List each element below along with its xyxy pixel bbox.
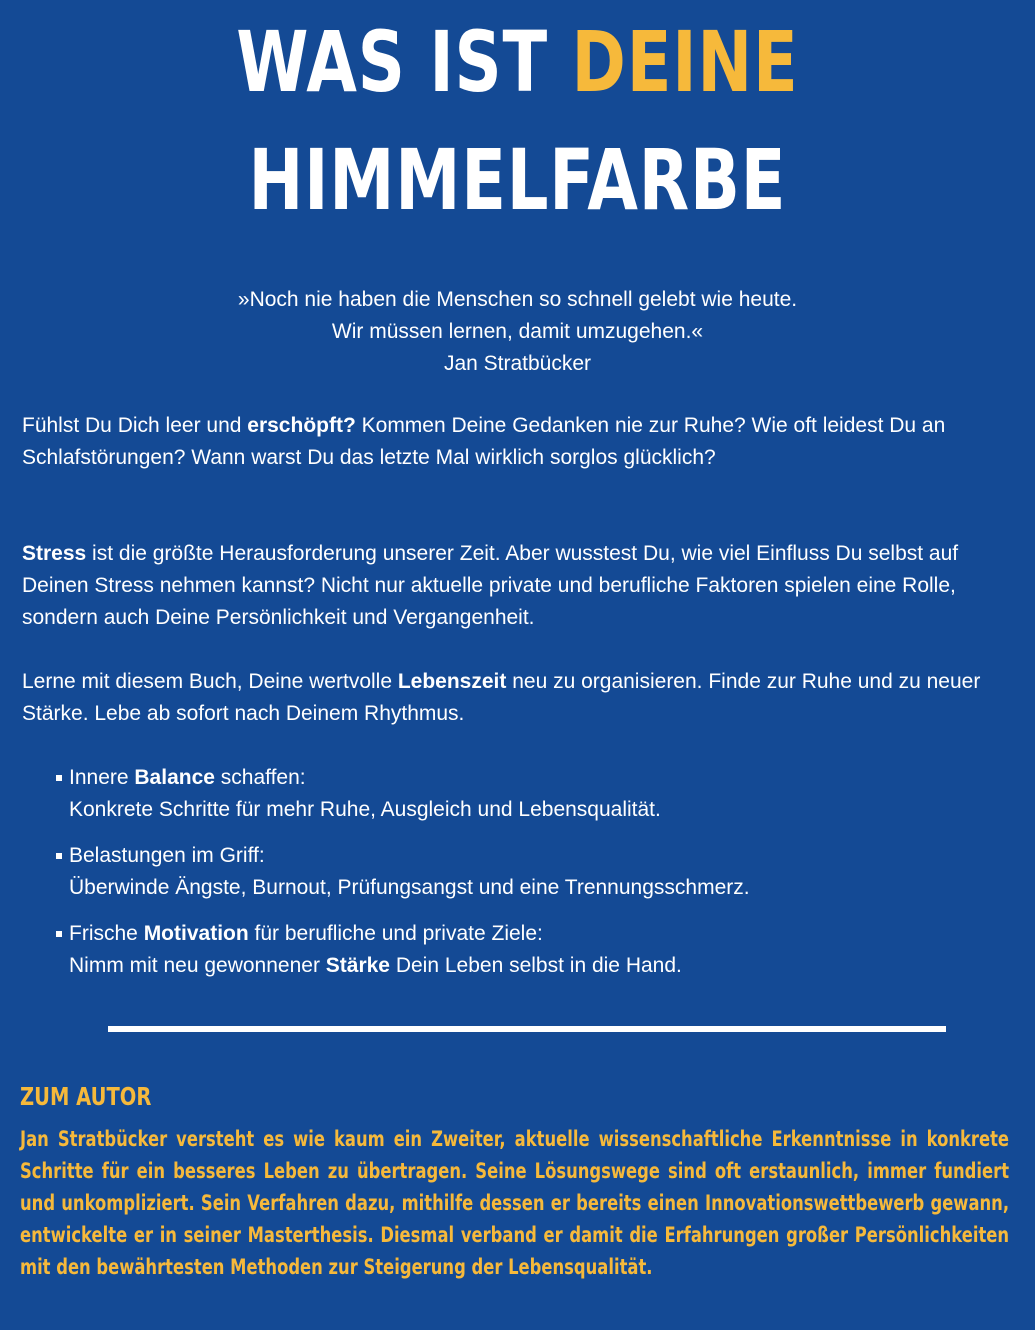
list-item-heading	[69, 840, 1016, 872]
quote-block	[0, 284, 1035, 380]
paragraph-2-bold: Stress	[22, 542, 87, 565]
section-divider	[108, 1026, 946, 1032]
list-item	[56, 762, 1016, 826]
benefit-list	[56, 762, 1016, 996]
paragraph-stress	[22, 538, 1022, 634]
list-item-bold: Balance	[134, 766, 215, 789]
list-item-text: Überwinde Ängste, Burnout, Prüfungsangst und eine Trennungsschmerz.	[69, 876, 750, 899]
list-item	[56, 840, 1016, 904]
list-item-text: Frische	[69, 922, 144, 945]
list-item-text: Nimm mit neu gewonnener	[69, 954, 326, 977]
quote-line-1: »Noch nie haben die Menschen so schnell gelebt wie heute.	[237, 288, 798, 311]
paragraph-lifetime	[22, 666, 1022, 730]
title-line-1	[114, 12, 921, 112]
author-bio: Jan Stratbücker versteht es wie kaum ein Zweiter, aktuelle wissenschaftliche Erkenntnisse in konkrete Schritte für ein besseres Leben zu übertragen. Seine Lösungswege sind oft erstaunlich, immer fundiert und unkompliziert. Sein Verfahren dazu, mithilfe dessen er bereits einen Innovationswettbewerb gewann, entwickelte er in seiner Masterthesis. Diesmal verband er damit die Erfahrungen großer Persönlichkeiten mit den bewährtesten Methoden zur Steigerung der Lebensqualität.	[20, 1127, 1010, 1279]
list-item-detail	[69, 794, 1016, 826]
square-bullet-icon	[56, 853, 62, 859]
list-item-text: Konkrete Schritte für mehr Ruhe, Ausgleich und Lebensqualität.	[69, 798, 661, 821]
list-item-bold: Stärke	[325, 954, 390, 977]
paragraph-3-bold: Lebenszeit	[397, 670, 507, 693]
paragraph-3-text-a: Lerne mit diesem Buch, Deine wertvolle	[22, 670, 398, 693]
list-item-bold: Motivation	[143, 922, 249, 945]
paragraph-exhaustion	[22, 410, 1022, 474]
paragraph-2-text: ist die größte Herausforderung unserer Zeit. Aber wusstest Du, wie viel Einfluss Du selbst auf Deinen Stress nehmen kannst? Nicht nur aktuelle private und berufliche Faktoren spielen eine Rolle, sondern auch Deine Persönlichkeit und Vergangenheit.	[22, 542, 959, 629]
quote-author: Jan Stratbücker	[443, 352, 592, 375]
title-part-1: WAS IST	[236, 13, 572, 111]
quote-line-2: Wir müssen lernen, damit umzugehen.«	[331, 320, 704, 343]
list-item-detail	[69, 872, 1016, 904]
paragraph-1-bold: erschöpft?	[247, 414, 356, 437]
paragraph-1-text-a: Fühlst Du Dich leer und	[22, 414, 248, 437]
square-bullet-icon	[56, 775, 62, 781]
list-item-text: schaffen:	[214, 766, 306, 789]
paragraph-3-text-b: neu zu organisieren. Finde zur Ruhe und zu neuer Stärke. Lebe ab sofort nach Deinem Rhythmus.	[22, 670, 981, 725]
list-item-text: Dein Leben selbst in die Hand.	[390, 954, 682, 977]
list-item-text: Innere	[69, 766, 135, 789]
paragraph-1-text-b: Kommen Deine Gedanken nie zur Ruhe? Wie oft leidest Du an Schlafstörungen? Wann warst Du das letzte Mal wirklich sorglos glücklich?	[22, 414, 946, 469]
list-item-heading	[69, 762, 1016, 794]
square-bullet-icon	[56, 931, 62, 937]
title-line-2: HIMMELFARBE	[248, 131, 787, 229]
list-item-text: für berufliche und private Ziele:	[248, 922, 543, 945]
list-item-heading	[69, 918, 1016, 950]
list-item	[56, 918, 1016, 982]
title-accent: DEINE	[571, 13, 799, 111]
list-item-detail	[69, 950, 1016, 982]
author-heading: ZUM AUTOR	[20, 1082, 152, 1111]
list-item-text: Belastungen im Griff:	[69, 844, 265, 867]
